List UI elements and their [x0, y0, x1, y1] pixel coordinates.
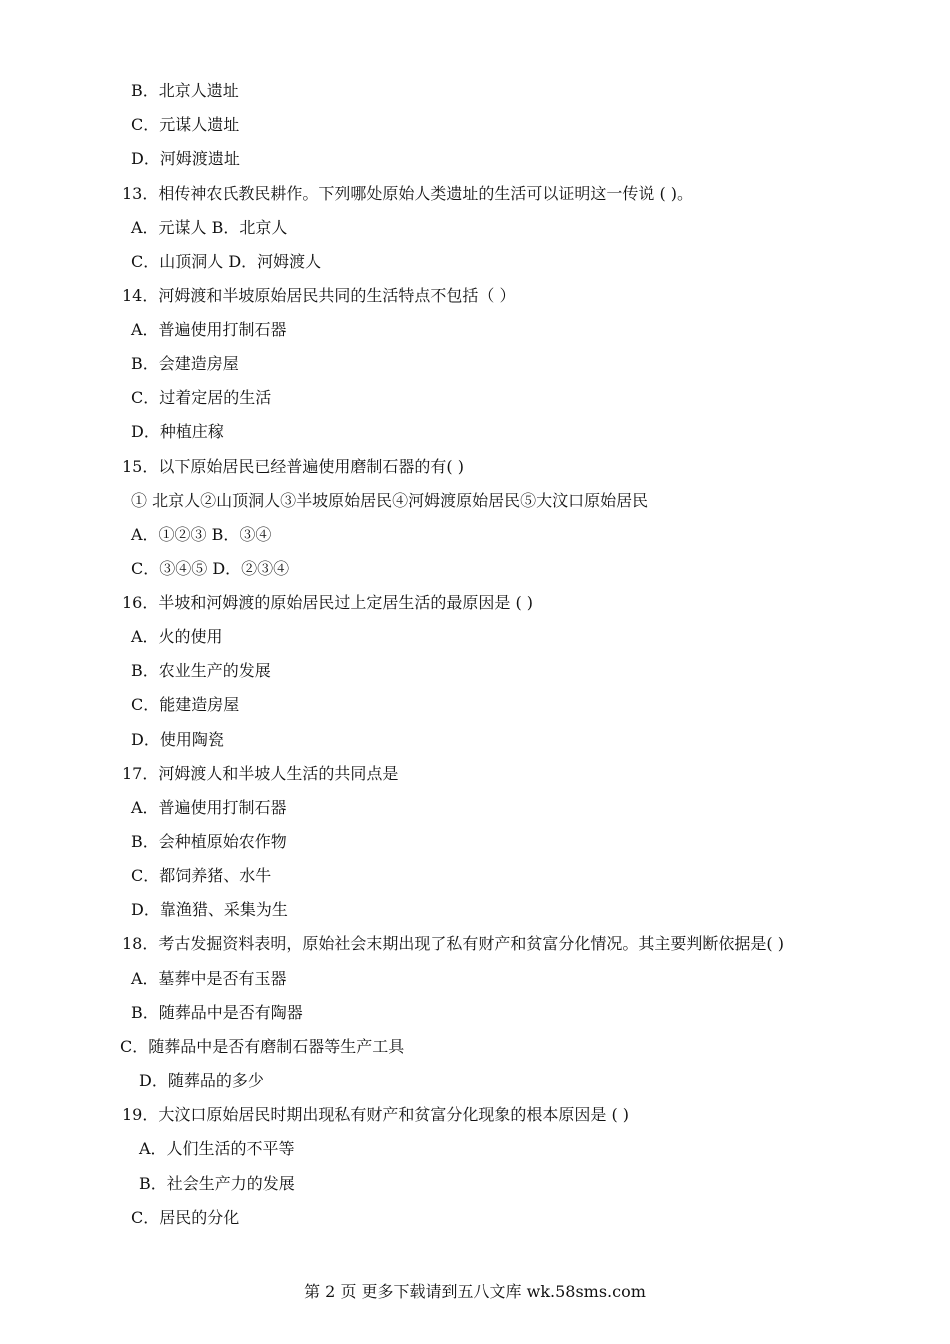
option-12d: D．河姆渡遗址 — [131, 149, 240, 168]
option-16d: D．使用陶瓷 — [131, 730, 224, 749]
question-14: 14．河姆渡和半坡原始居民共同的生活特点不包括（ ） — [122, 286, 516, 305]
option-18a: A．墓葬中是否有玉器 — [131, 969, 287, 988]
option-19a: A．人们生活的不平等 — [139, 1139, 295, 1158]
option-17a: A．普遍使用打制石器 — [131, 798, 287, 817]
question-15-items: ① 北京人②山顶洞人③半坡原始居民④河姆渡原始居民⑤大汶口原始居民 — [131, 491, 649, 510]
option-19c: C．居民的分化 — [131, 1208, 240, 1227]
option-12b: B．北京人遗址 — [131, 81, 239, 100]
option-17b: B．会种植原始农作物 — [131, 832, 287, 851]
question-15: 15．以下原始居民已经普遍使用磨制石器的有( ) — [122, 457, 464, 476]
option-14c: C．过着定居的生活 — [131, 388, 272, 407]
question-18: 18．考古发掘资料表明，原始社会末期出现了私有财产和贫富分化情况。其主要判断依据是( ) — [122, 934, 784, 953]
option-18c: C．随葬品中是否有磨制石器等生产工具 — [120, 1037, 405, 1056]
option-14d: D．种植庄稼 — [131, 422, 224, 441]
option-14b: B．会建造房屋 — [131, 354, 239, 373]
options-15cd: C．③④⑤ D．②③④ — [131, 559, 290, 578]
option-17c: C．都饲养猪、水牛 — [131, 866, 272, 885]
option-16b: B．农业生产的发展 — [131, 661, 271, 680]
options-13cd: C．山顶洞人 D．河姆渡人 — [131, 252, 322, 271]
question-17: 17．河姆渡人和半坡人生活的共同点是 — [122, 764, 399, 783]
option-16c: C．能建造房屋 — [131, 695, 240, 714]
option-19b: B．社会生产力的发展 — [139, 1174, 295, 1193]
option-14a: A．普遍使用打制石器 — [131, 320, 287, 339]
question-16: 16．半坡和河姆渡的原始居民过上定居生活的最原因是 ( ) — [122, 593, 534, 612]
question-19: 19．大汶口原始居民时期出现私有财产和贫富分化现象的根本原因是 ( ) — [122, 1105, 630, 1124]
options-13ab: A．元谋人 B．北京人 — [131, 218, 288, 237]
question-13: 13．相传神农氏教民耕作。下列哪处原始人类遗址的生活可以证明这一传说 ( )。 — [122, 184, 694, 203]
option-12c: C．元谋人遗址 — [131, 115, 240, 134]
option-17d: D．靠渔猎、采集为生 — [131, 900, 288, 919]
page-footer: 第 2 页 更多下载请到五八文库 wk.58sms.com — [304, 1282, 646, 1301]
options-15ab: A．①②③ B．③④ — [131, 525, 272, 544]
option-18d: D．随葬品的多少 — [139, 1071, 264, 1090]
option-16a: A．火的使用 — [131, 627, 223, 646]
option-18b: B．随葬品中是否有陶器 — [131, 1003, 303, 1022]
